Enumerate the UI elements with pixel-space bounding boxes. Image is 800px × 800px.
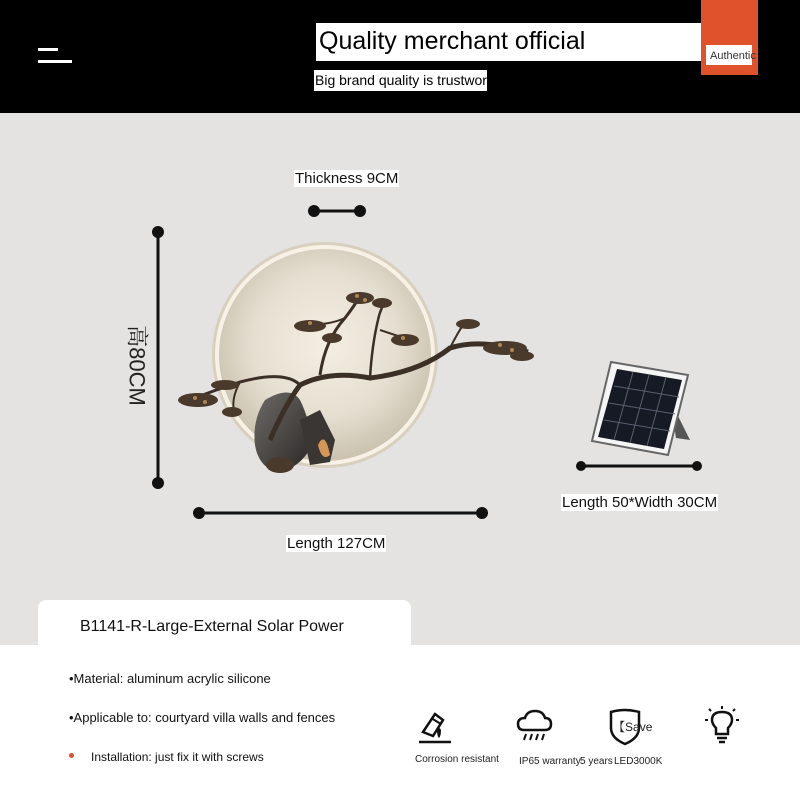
spec-material: •Material: aluminum acrylic silicone (69, 671, 271, 686)
light-bulb-icon (702, 706, 742, 746)
model-name: B1141-R-Large-External Solar Power (80, 618, 344, 635)
length-label: Length 127CM (287, 535, 386, 552)
corrosion-resistant-icon (415, 706, 455, 746)
page-title: Quality merchant official (319, 27, 586, 55)
length-dimension (193, 507, 488, 519)
menu-icon[interactable] (38, 48, 72, 66)
product-illustration (0, 113, 800, 645)
bullet-dot (69, 753, 74, 758)
save-text: Save (625, 720, 653, 734)
panel-dimension (576, 461, 702, 471)
authentic-badge-label: Authentic (710, 50, 756, 62)
warranty-label: IP65 warranty (519, 756, 581, 767)
ip65-rain-icon (514, 706, 554, 746)
panel-size-label: Length 50*Width 30CM (562, 494, 718, 511)
moon-lamp (178, 242, 534, 473)
led-label: LED3000K (614, 756, 663, 767)
height-dimension (152, 226, 164, 489)
page-subtitle: Big brand quality is trustwor (315, 72, 487, 88)
height-label: 高80CM (124, 325, 150, 406)
corrosion-label: Corrosion resistant (415, 754, 499, 765)
save-label: 【Save (613, 720, 653, 734)
spec-installation: Installation: just fix it with screws (91, 750, 264, 764)
years-label: 5 years (580, 756, 613, 767)
spec-applicable: •Applicable to: courtyard villa walls and fences (69, 710, 336, 725)
thickness-label: Thickness 9CM (295, 170, 399, 187)
solar-panel (592, 362, 690, 455)
thickness-dimension (308, 205, 366, 217)
